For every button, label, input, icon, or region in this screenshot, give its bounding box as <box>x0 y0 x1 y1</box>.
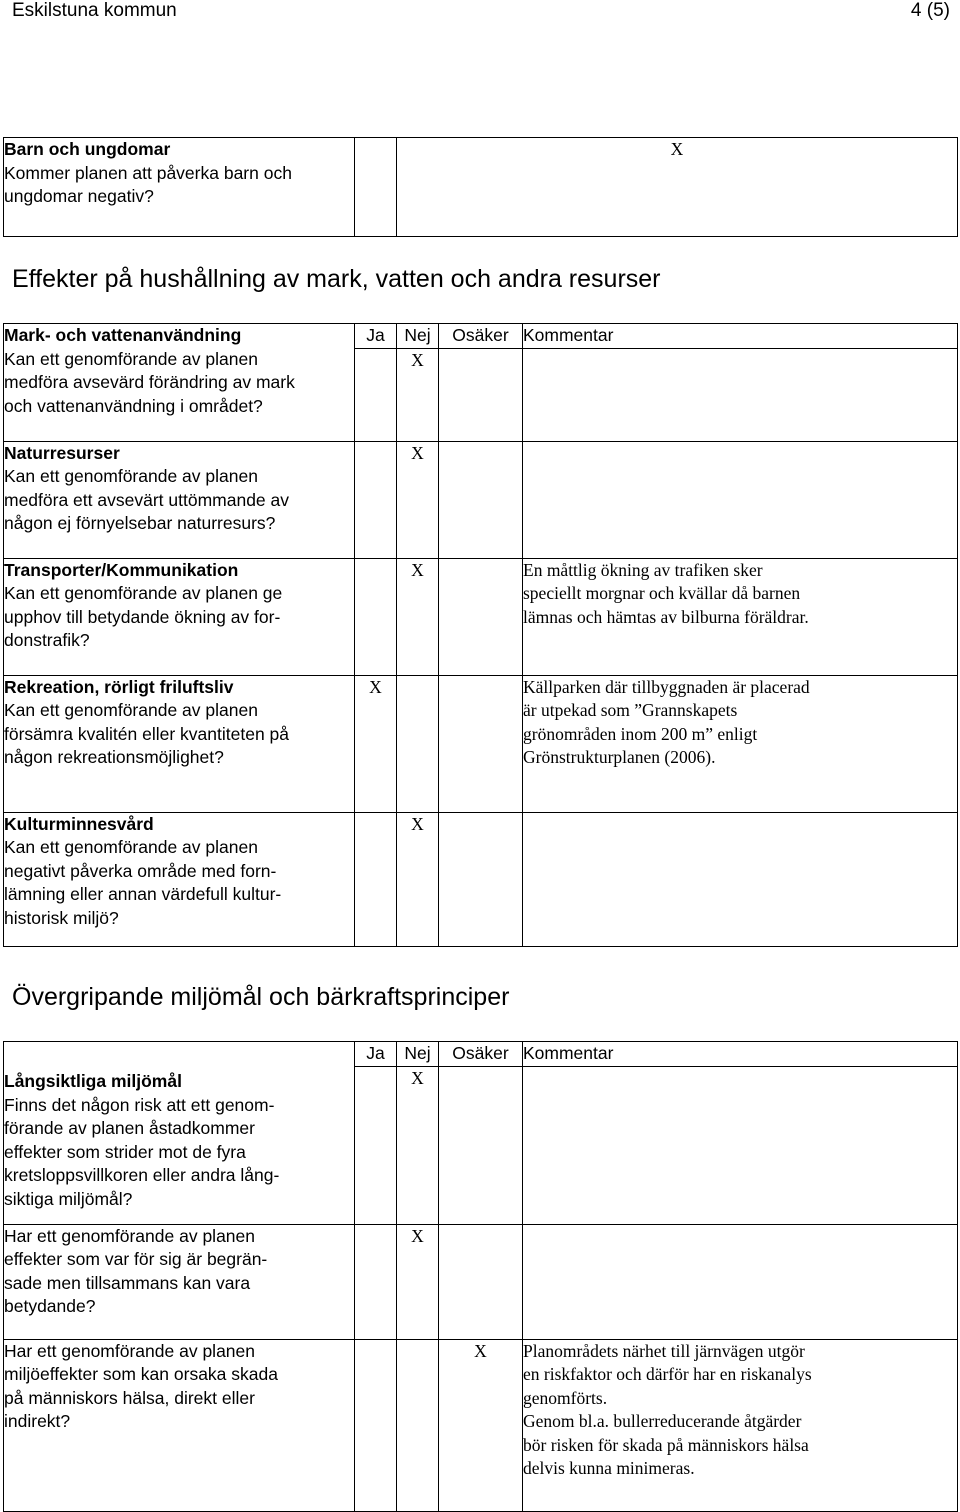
comment-cell <box>523 1224 958 1339</box>
answer-mark: X <box>369 676 382 697</box>
comment-text: är utpekad som ”Grannskapets <box>523 700 738 720</box>
comment-text: Källparken där tillbyggnaden är placerad <box>523 676 810 697</box>
answer-mark: X <box>411 1225 424 1246</box>
answer-cell-osaker <box>439 1224 523 1339</box>
question-text: Kan ett genomförande av planen <box>4 837 258 857</box>
column-header-nej: Nej <box>397 324 439 349</box>
comment-cell <box>523 441 958 558</box>
answer-cell-osaker <box>439 1066 523 1224</box>
question-text: medföra avsevärd förändring av mark <box>4 372 295 392</box>
question-cell <box>4 1339 355 1511</box>
answer-mark: X <box>411 442 424 463</box>
question-title: Kulturminnesvård <box>4 813 154 834</box>
question-text: medföra ett avsevärt uttömmande av <box>4 489 289 510</box>
comment-text: Grönstrukturplanen (2006). <box>523 747 716 767</box>
answer-mark: X <box>411 1067 424 1088</box>
answer-mark: X <box>411 559 424 580</box>
answer-cell-osaker <box>439 441 523 558</box>
question-text: kretsloppsvillkoren eller andra lång- <box>4 1165 280 1185</box>
question-text: lämning eller annan värdefull kultur- <box>4 884 282 904</box>
question-title: Transporter/Kommunikation <box>4 559 239 580</box>
answer-cell-ja <box>355 1224 397 1339</box>
question-cell <box>4 812 355 946</box>
question-text: miljöeffekter som kan orsaka skada <box>4 1364 278 1384</box>
answer-cell-osaker <box>439 558 523 675</box>
environmental-goals-table <box>3 1041 958 1512</box>
comment-text: grönområden inom 200 m” enligt <box>523 723 758 744</box>
children-youth-table <box>3 137 958 237</box>
question-cell <box>4 441 355 558</box>
answer-cell-ja <box>355 812 397 946</box>
column-header-osaker: Osäker <box>439 1042 523 1067</box>
column-header-ja: Ja <box>355 324 397 349</box>
question-text: någon rekreationsmöjlighet? <box>4 747 224 767</box>
comment-cell <box>523 558 958 675</box>
question-header-cell <box>4 324 355 442</box>
answer-cell-nej <box>397 348 439 441</box>
question-title: Barn och ungdomar <box>4 139 171 159</box>
column-header-nej: Nej <box>397 1042 439 1067</box>
answer-cell-nej <box>397 675 439 812</box>
question-text: donstrafik? <box>4 630 90 650</box>
municipality-name: Eskilstuna kommun <box>12 0 177 21</box>
question-text: någon ej förnyelsebar naturresurs? <box>4 513 276 533</box>
answer-cell-osaker <box>439 348 523 441</box>
column-header-row <box>4 324 958 349</box>
section-title-resources: Effekter på hushållning av mark, vatten och andra resurser <box>12 265 661 293</box>
comment-text: genomförts. <box>523 1387 608 1408</box>
answer-cell-nej <box>397 138 958 237</box>
question-text: Kan ett genomförande av planen <box>4 348 258 369</box>
column-header-osaker: Osäker <box>439 324 523 349</box>
answer-cell-ja <box>355 558 397 675</box>
answer-mark: X <box>474 1340 487 1361</box>
question-header-cell <box>4 1042 355 1225</box>
answer-cell-nej <box>397 812 439 946</box>
answer-cell-ja <box>355 138 397 237</box>
question-title: Mark- och vattenanvändning <box>4 325 242 345</box>
question-text: på människors hälsa, direkt eller <box>4 1387 255 1408</box>
answer-mark: X <box>411 349 424 370</box>
question-title: Rekreation, rörligt friluftsliv <box>4 676 234 697</box>
comment-text: lämnas och hämtas av bilburna föräldrar. <box>523 606 809 627</box>
question-text: Kan ett genomförande av planen <box>4 700 258 720</box>
comment-text: bör risken för skada på människors hälsa <box>523 1434 809 1455</box>
comment-text: Genom bl.a. bullerreducerande åtgärder <box>523 1411 802 1431</box>
answer-cell-osaker <box>439 675 523 812</box>
answer-cell-ja <box>355 441 397 558</box>
answer-cell-ja <box>355 348 397 441</box>
comment-cell <box>523 1339 958 1511</box>
question-text: negativt påverka område med forn- <box>4 860 277 881</box>
question-text: Finns det någon risk att ett genom- <box>4 1094 275 1115</box>
answer-cell-ja <box>355 1339 397 1511</box>
table-row <box>4 812 958 946</box>
answer-cell-nej <box>397 441 439 558</box>
table-row <box>4 558 958 675</box>
question-text: Kommer planen att påverka barn och <box>4 162 292 183</box>
answer-cell-nej <box>397 1224 439 1339</box>
question-title: Långsiktliga miljömål <box>4 1071 182 1091</box>
question-text: Kan ett genomförande av planen <box>4 466 258 486</box>
comment-text: en riskfaktor och därför har en riskanalys <box>523 1364 812 1384</box>
answer-cell-osaker <box>439 1339 523 1511</box>
page-number: 4 (5) <box>910 0 950 21</box>
question-text: Har ett genomförande av planen <box>4 1340 255 1361</box>
answer-mark: X <box>670 139 684 159</box>
answer-cell-ja <box>355 1066 397 1224</box>
column-header-kommentar: Kommentar <box>523 324 958 349</box>
question-text: historisk miljö? <box>4 907 119 928</box>
question-text: effekter som var för sig är begrän- <box>4 1249 268 1269</box>
resources-table <box>3 323 958 947</box>
comment-text: En måttlig ökning av trafiken sker <box>523 559 763 580</box>
question-text: betydande? <box>4 1296 96 1316</box>
comment-text: speciellt morgnar och kvällar då barnen <box>523 583 801 603</box>
comment-cell <box>523 675 958 812</box>
question-text: Har ett genomförande av planen <box>4 1225 255 1246</box>
answer-mark: X <box>411 813 424 834</box>
question-cell <box>4 1224 355 1339</box>
question-cell <box>4 675 355 812</box>
column-header-row <box>4 1042 958 1067</box>
question-cell <box>4 138 355 237</box>
answer-cell-ja <box>355 675 397 812</box>
question-title: Naturresurser <box>4 442 120 463</box>
column-header-kommentar: Kommentar <box>523 1042 958 1067</box>
table-row <box>4 675 958 812</box>
comment-text: delvis kunna minimeras. <box>523 1458 695 1478</box>
page-header <box>12 0 950 24</box>
answer-cell-osaker <box>439 812 523 946</box>
question-text: ungdomar negativ? <box>4 186 154 206</box>
question-text: effekter som strider mot de fyra <box>4 1141 246 1162</box>
table-row <box>4 441 958 558</box>
comment-text: Planområdets närhet till järnvägen utgör <box>523 1340 805 1361</box>
question-text: och vattenanvändning i området? <box>4 395 263 416</box>
question-text: Kan ett genomförande av planen ge <box>4 583 283 603</box>
question-cell <box>4 558 355 675</box>
comment-cell <box>523 812 958 946</box>
comment-cell <box>523 1066 958 1224</box>
question-text: sade men tillsammans kan vara <box>4 1272 251 1293</box>
table-row <box>4 1339 958 1511</box>
answer-cell-nej <box>397 558 439 675</box>
question-text: upphov till betydande ökning av for- <box>4 606 281 627</box>
question-text: siktiga miljömål? <box>4 1188 133 1209</box>
question-text: indirekt? <box>4 1411 71 1431</box>
column-header-ja: Ja <box>355 1042 397 1067</box>
answer-cell-nej <box>397 1339 439 1511</box>
question-text: försämra kvalitén eller kvantiteten på <box>4 723 289 744</box>
question-text: förande av planen åstadkommer <box>4 1118 255 1138</box>
table-row <box>4 1224 958 1339</box>
section-title-environmental-goals: Övergripande miljömål och bärkraftsprinciper <box>12 983 510 1011</box>
comment-cell <box>523 348 958 441</box>
table-row <box>4 138 958 237</box>
answer-cell-nej <box>397 1066 439 1224</box>
